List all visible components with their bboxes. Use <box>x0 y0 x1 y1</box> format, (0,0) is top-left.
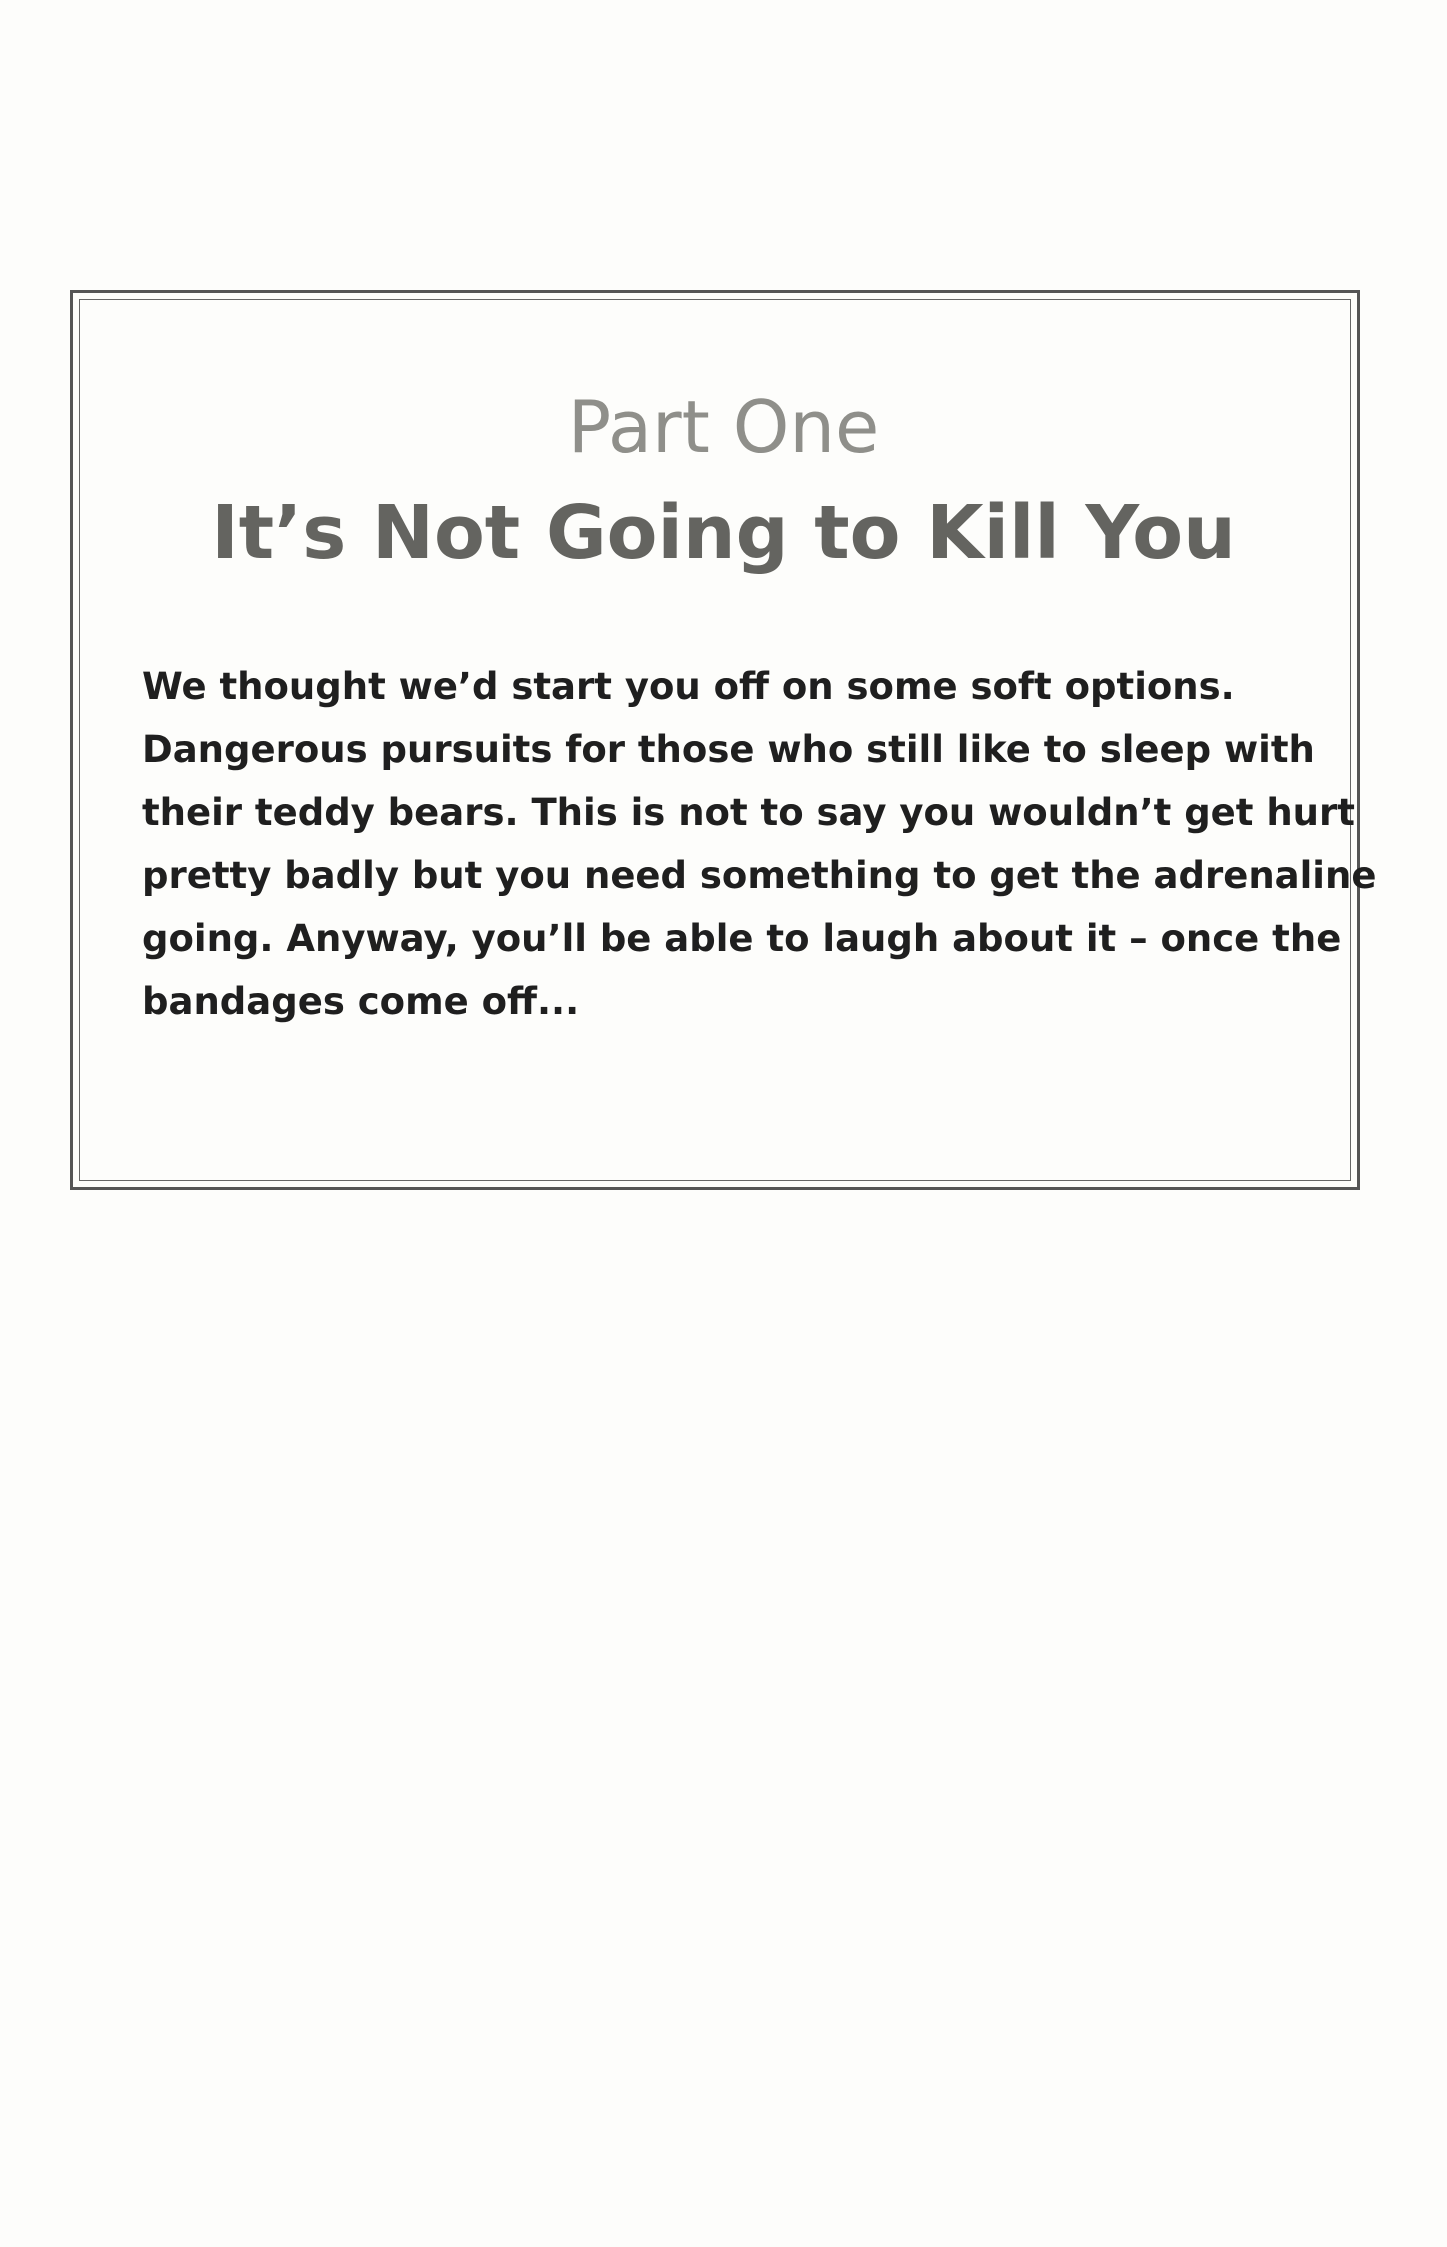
intro-line: their teddy bears. This is not to say you wouldn’t get hurt <box>142 791 1355 834</box>
intro-paragraph <box>142 655 1377 1033</box>
intro-line: bandages come off... <box>142 980 580 1023</box>
part-number-heading: Part One <box>567 385 880 469</box>
part-title-heading: It’s Not Going to Kill You <box>211 490 1236 576</box>
intro-line: We thought we’d start you off on some soft options. <box>142 665 1235 708</box>
intro-line: Dangerous pursuits for those who still like to sleep with <box>142 728 1315 771</box>
intro-line: pretty badly but you need something to get the adrenaline <box>142 854 1377 897</box>
intro-line: going. Anyway, you’ll be able to laugh about it – once the <box>142 917 1342 960</box>
